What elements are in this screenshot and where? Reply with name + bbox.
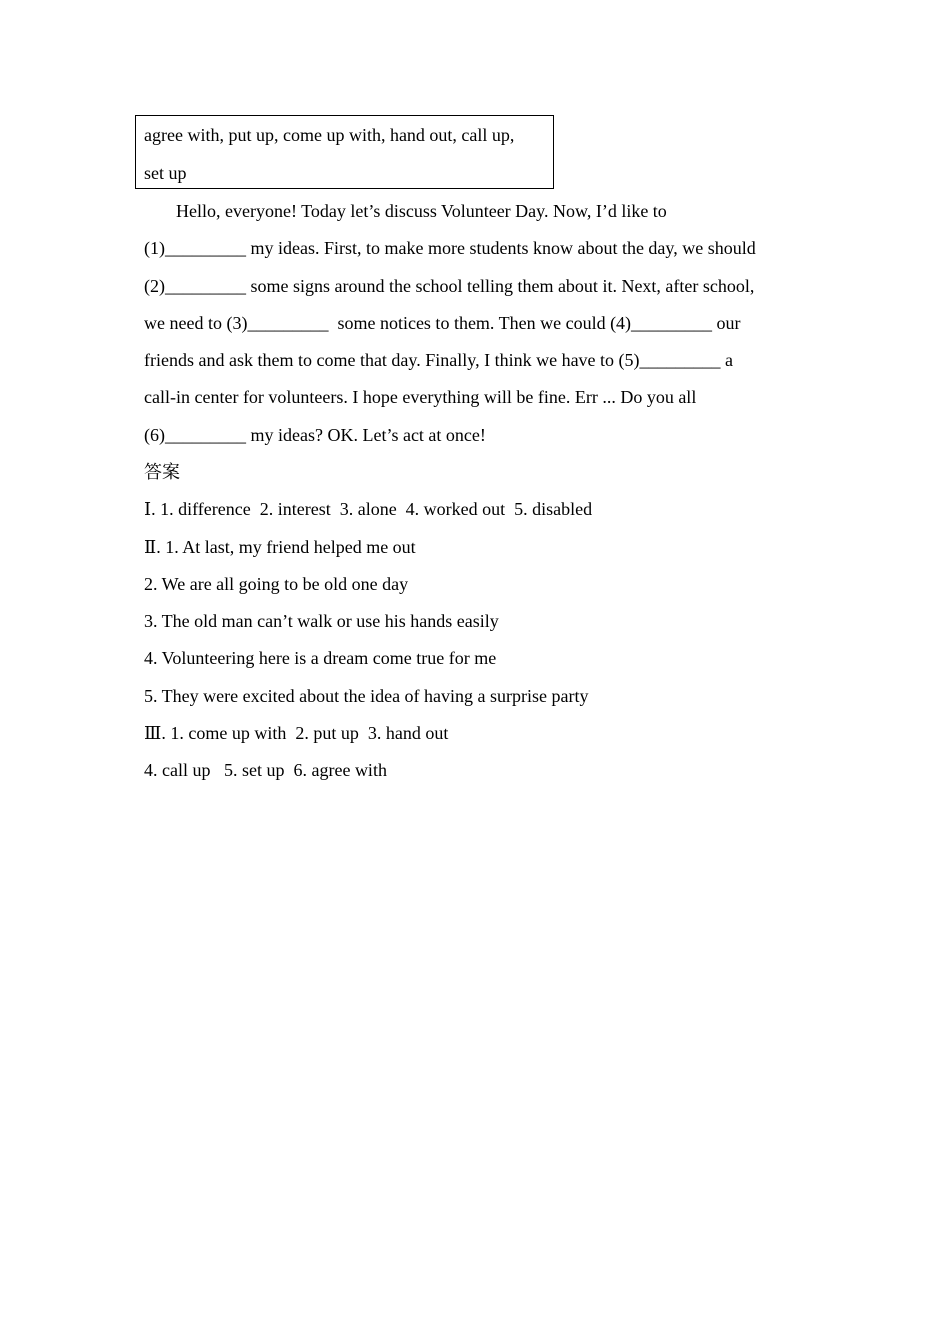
passage-line-4: we need to (3)_________ some notices to them. Then we could (4)_________ our (144, 313, 741, 333)
answers-heading: 答案 (144, 462, 180, 482)
passage-line-1: Hello, everyone! Today let’s discuss Volunteer Day. Now, I’d like to (176, 201, 667, 221)
passage-line-5: friends and ask them to come that day. Finally, I think we have to (5)_________ a (144, 350, 734, 370)
answer-line-2: Ⅱ. 1. At last, my friend helped me out (144, 537, 416, 557)
answer-line-5: 4. Volunteering here is a dream come true for me (144, 648, 497, 668)
answer-line-4: 3. The old man can’t walk or use his hands easily (144, 611, 499, 631)
word-bank-line-1: agree with, put up, come up with, hand out, call up, (144, 125, 515, 145)
answer-line-7: Ⅲ. 1. come up with 2. put up 3. hand out (144, 723, 449, 743)
answer-line-3: 2. We are all going to be old one day (144, 574, 409, 594)
answer-line-8: 4. call up 5. set up 6. agree with (144, 760, 387, 780)
answer-line-6: 5. They were excited about the idea of having a surprise party (144, 686, 589, 706)
word-bank-line-2: set up (144, 163, 187, 183)
passage-line-6: call-in center for volunteers. I hope everything will be fine. Err ... Do you all (144, 387, 697, 407)
passage-line-3: (2)_________ some signs around the school telling them about it. Next, after school, (144, 276, 755, 296)
answer-line-1: Ⅰ. 1. difference 2. interest 3. alone 4. worked out 5. disabled (144, 499, 593, 519)
passage-line-2: (1)_________ my ideas. First, to make more students know about the day, we should (144, 238, 756, 258)
passage-line-7: (6)_________ my ideas? OK. Let’s act at once! (144, 425, 486, 445)
